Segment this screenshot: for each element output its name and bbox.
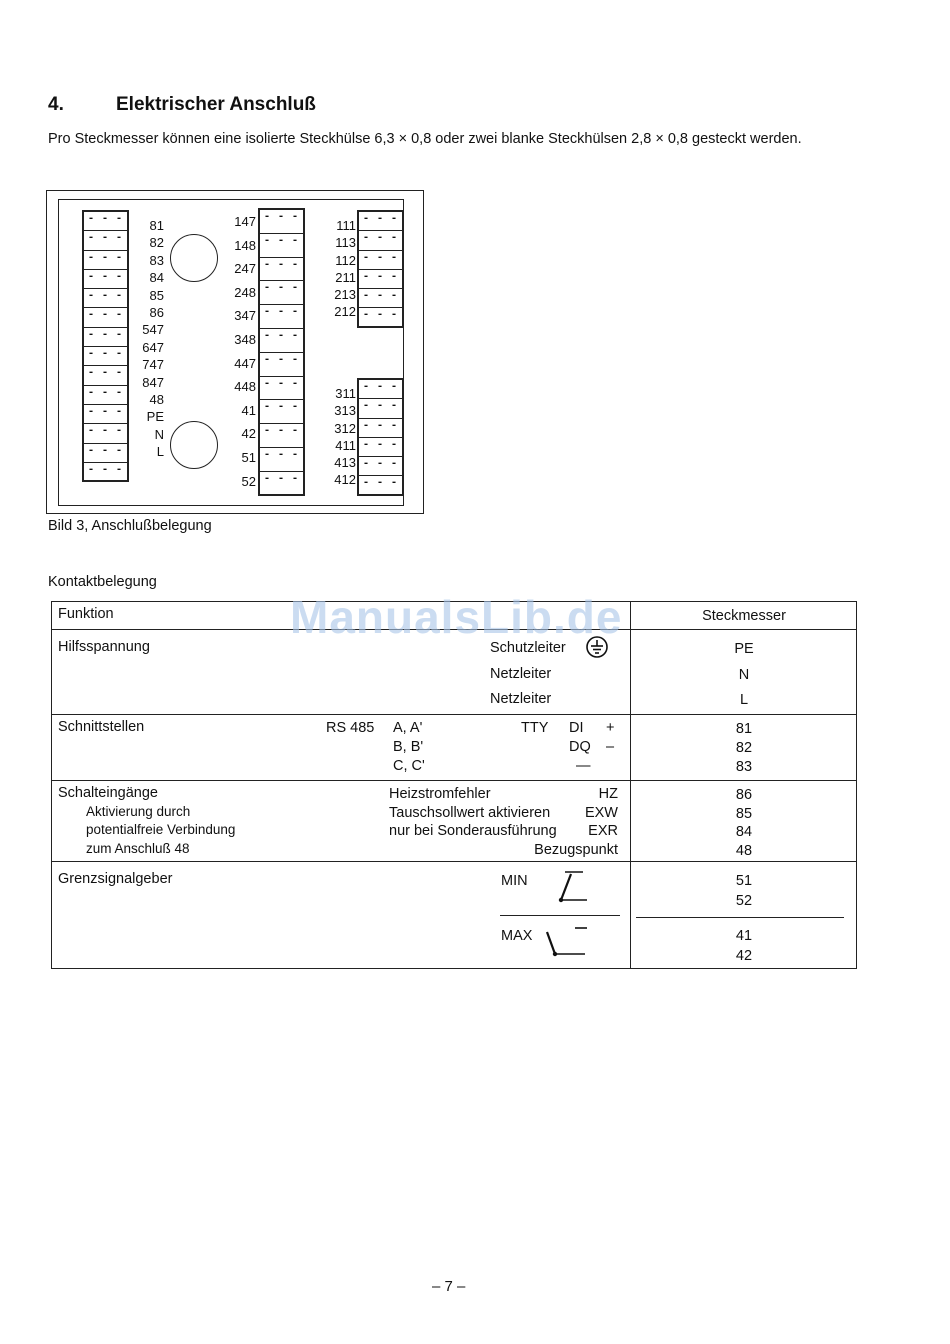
terminal-cell: - - - bbox=[359, 231, 402, 250]
rs485-line-b: B, B' bbox=[393, 739, 424, 755]
terminal-cell: - - - bbox=[84, 347, 127, 366]
pin-85: 85 bbox=[735, 806, 753, 822]
pin-84: 84 bbox=[735, 824, 753, 840]
terminal-block-4-labels bbox=[322, 385, 356, 489]
terminal-cell: - - - bbox=[263, 472, 300, 484]
header-function: Funktion bbox=[58, 606, 114, 622]
terminal-cell: - - - bbox=[260, 258, 303, 282]
terminal-label: 51 bbox=[241, 449, 256, 465]
terminal-cell: - - - bbox=[362, 309, 399, 321]
terminal-label: 313 bbox=[334, 403, 356, 419]
pin-81: 81 bbox=[735, 721, 753, 737]
pin-51: 51 bbox=[735, 873, 753, 889]
terminal-label: L bbox=[156, 444, 164, 460]
section-number: 4. bbox=[48, 94, 64, 115]
item-netzleiter-1: Netzleiter bbox=[490, 666, 552, 682]
terminal-block-3-labels bbox=[322, 217, 356, 321]
code-exw: EXW bbox=[584, 805, 618, 821]
terminal-cell: - - - bbox=[260, 353, 303, 377]
row-label-schalteingaenge: Schalteingänge bbox=[58, 785, 158, 801]
terminal-cell: - - - bbox=[260, 424, 303, 448]
rs485-line-a: A, A' bbox=[393, 720, 423, 736]
terminal-label: 647 bbox=[142, 339, 164, 355]
mounting-hole-bottom bbox=[170, 421, 218, 469]
min-max-pin-divider bbox=[636, 917, 844, 918]
terminal-cell: - - - bbox=[359, 399, 402, 418]
terminal-label: 113 bbox=[335, 235, 356, 251]
terminal-label: 547 bbox=[142, 322, 164, 338]
terminal-block-3 bbox=[357, 210, 404, 328]
sublabel-anschluss: zum Anschluß 48 bbox=[86, 841, 190, 856]
terminal-label: 41 bbox=[241, 402, 256, 418]
terminal-cell: - - - bbox=[260, 234, 303, 258]
item-schutzleiter: Schutzleiter bbox=[490, 640, 566, 656]
terminal-cell: - - - bbox=[359, 438, 402, 457]
terminal-label: N bbox=[154, 426, 164, 442]
row-label-schnittstellen: Schnittstellen bbox=[58, 719, 145, 735]
header-pin: Steckmesser bbox=[702, 608, 786, 624]
tty-dq: DQ bbox=[569, 739, 591, 755]
section-title: Elektrischer Anschluß bbox=[116, 94, 316, 115]
terminal-cell: - - - bbox=[84, 405, 127, 424]
rs485-label: RS 485 bbox=[326, 720, 375, 736]
terminal-cell: - - - bbox=[260, 377, 303, 401]
mounting-hole-top bbox=[170, 234, 218, 282]
terminal-cell: - - - bbox=[260, 329, 303, 353]
terminal-label: 42 bbox=[241, 426, 256, 442]
max-label: MAX bbox=[501, 928, 533, 944]
terminal-label: 112 bbox=[335, 252, 356, 268]
page-number: – 7 – bbox=[432, 1278, 466, 1295]
code-hz: HZ bbox=[598, 786, 618, 802]
item-bezugspunkt: Bezugspunkt bbox=[534, 842, 618, 858]
terminal-block-1-labels bbox=[132, 217, 164, 460]
terminal-label: 212 bbox=[334, 304, 356, 320]
min-label: MIN bbox=[501, 873, 528, 889]
terminal-cell: - - - bbox=[359, 289, 402, 308]
min-max-divider bbox=[500, 915, 620, 916]
terminal-block-2-labels bbox=[222, 213, 256, 496]
terminal-cell: - - - bbox=[84, 328, 127, 347]
terminal-label: PE bbox=[146, 409, 164, 425]
terminal-label: 747 bbox=[142, 357, 164, 373]
terminal-label: 111 bbox=[336, 218, 356, 233]
tty-di: DI bbox=[569, 720, 584, 736]
max-switch-icon bbox=[545, 922, 591, 964]
terminal-label: 48 bbox=[149, 391, 164, 407]
pin-48: 48 bbox=[735, 843, 753, 859]
tty-dash: — bbox=[576, 758, 591, 774]
terminal-cell: - - - bbox=[87, 463, 124, 475]
terminal-label: 148 bbox=[234, 237, 256, 253]
terminal-label: 86 bbox=[149, 304, 164, 320]
terminal-cell: - - - bbox=[359, 419, 402, 438]
code-exr: EXR bbox=[588, 823, 618, 839]
table-title: Kontaktbelegung bbox=[48, 574, 157, 590]
terminal-label: 81 bbox=[149, 218, 164, 233]
terminal-label: 448 bbox=[234, 379, 256, 395]
terminal-cell: - - - bbox=[260, 210, 303, 234]
sublabel-aktivierung: Aktivierung durch bbox=[86, 804, 191, 819]
terminal-cell: - - - bbox=[84, 424, 127, 443]
terminal-cell: - - - bbox=[359, 380, 402, 399]
terminal-label: 84 bbox=[149, 270, 164, 286]
terminal-cell: - - - bbox=[260, 305, 303, 329]
terminal-label: 347 bbox=[234, 308, 256, 324]
terminal-cell: - - - bbox=[84, 308, 127, 327]
terminal-block-4 bbox=[357, 378, 404, 496]
row-divider bbox=[51, 714, 857, 715]
terminal-cell: - - - bbox=[84, 386, 127, 405]
terminal-cell: - - - bbox=[84, 251, 127, 270]
tty-plus: + bbox=[606, 720, 615, 736]
terminal-cell: - - - bbox=[260, 448, 303, 472]
item-sonderausfuehrung: nur bei Sonderausführung bbox=[389, 823, 557, 839]
ground-icon bbox=[585, 635, 609, 659]
terminal-label: 52 bbox=[241, 473, 256, 489]
row-label-grenzsignalgeber: Grenzsignalgeber bbox=[58, 871, 173, 887]
terminal-label: 248 bbox=[234, 284, 256, 300]
pin-52: 52 bbox=[735, 893, 753, 909]
pin-82: 82 bbox=[735, 740, 753, 756]
terminal-cell: - - - bbox=[84, 231, 127, 250]
tty-label: TTY bbox=[521, 720, 549, 736]
terminal-cell: - - - bbox=[260, 400, 303, 424]
item-heizstromfehler: Heizstromfehler bbox=[389, 786, 491, 802]
pin-pe: PE bbox=[734, 641, 754, 657]
row-divider bbox=[51, 861, 857, 862]
terminal-cell: - - - bbox=[362, 477, 399, 489]
terminal-label: 82 bbox=[149, 235, 164, 251]
pin-41: 41 bbox=[735, 928, 753, 944]
terminal-cell: - - - bbox=[359, 457, 402, 476]
terminal-label: 847 bbox=[142, 374, 164, 390]
tty-minus: – bbox=[606, 739, 615, 755]
terminal-label: 413 bbox=[334, 455, 356, 471]
item-tauschsollwert: Tauschsollwert aktivieren bbox=[389, 805, 551, 821]
min-switch-icon bbox=[555, 868, 595, 908]
pin-42: 42 bbox=[735, 948, 753, 964]
terminal-label: 348 bbox=[234, 331, 256, 347]
pin-86: 86 bbox=[735, 787, 753, 803]
terminal-label: 147 bbox=[234, 214, 256, 229]
terminal-label: 447 bbox=[234, 355, 256, 371]
section-heading bbox=[48, 94, 316, 116]
terminal-block-2 bbox=[258, 208, 305, 496]
pin-n: N bbox=[738, 667, 750, 683]
terminal-block-1 bbox=[82, 210, 129, 482]
intro-paragraph: Pro Steckmesser können eine isolierte Steckhülse 6,3 × 0,8 oder zwei blanke Steckhülsen 2,8 × 0,8 gesteckt werden. bbox=[48, 131, 802, 147]
terminal-label: 211 bbox=[335, 269, 356, 285]
terminal-label: 247 bbox=[234, 261, 256, 277]
watermark: ManualsLib.de bbox=[290, 591, 623, 643]
terminal-cell: - - - bbox=[84, 289, 127, 308]
terminal-cell: - - - bbox=[84, 444, 127, 463]
terminal-label: 412 bbox=[334, 472, 356, 488]
terminal-cell: - - - bbox=[359, 270, 402, 289]
sublabel-verbindung: potentialfreie Verbindung bbox=[86, 822, 236, 837]
terminal-label: 411 bbox=[335, 437, 356, 453]
figure-caption: Bild 3, Anschlußbelegung bbox=[48, 518, 212, 534]
terminal-label: 312 bbox=[334, 420, 356, 436]
terminal-label: 83 bbox=[149, 252, 164, 268]
row-divider bbox=[51, 780, 857, 781]
item-netzleiter-2: Netzleiter bbox=[490, 691, 552, 707]
terminal-cell: - - - bbox=[84, 366, 127, 385]
terminal-label: 85 bbox=[149, 287, 164, 303]
rs485-line-c: C, C' bbox=[393, 758, 425, 774]
terminal-cell: - - - bbox=[359, 251, 402, 270]
terminal-cell: - - - bbox=[84, 270, 127, 289]
row-label-hilfsspannung: Hilfsspannung bbox=[58, 639, 150, 655]
table-column-divider bbox=[630, 601, 631, 969]
terminal-cell: - - - bbox=[260, 281, 303, 305]
terminal-cell: - - - bbox=[84, 212, 127, 231]
terminal-label: 213 bbox=[334, 287, 356, 303]
terminal-cell: - - - bbox=[359, 212, 402, 231]
pin-l: L bbox=[739, 692, 749, 708]
pin-83: 83 bbox=[735, 759, 753, 775]
terminal-label: 311 bbox=[335, 386, 356, 401]
